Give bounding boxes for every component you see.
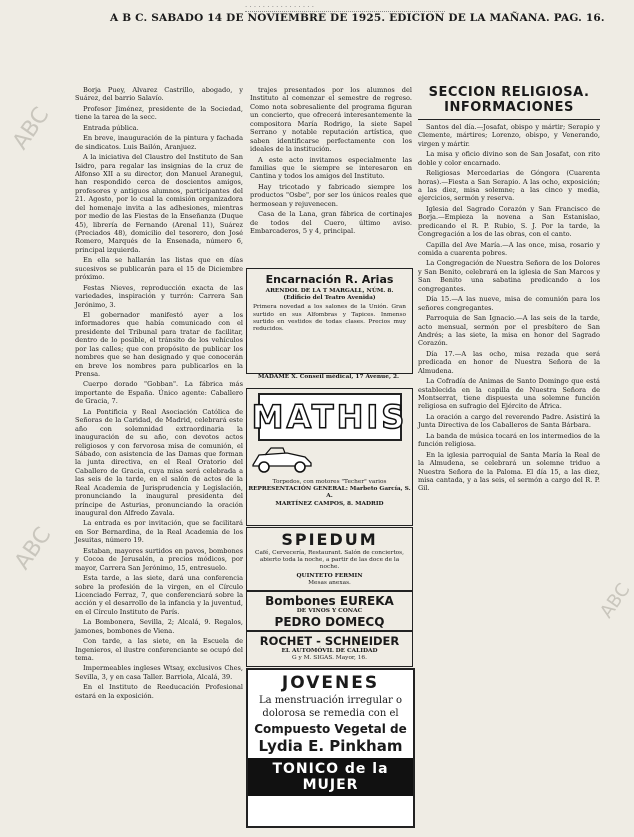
col1-paragraph: Borja Puey, Alvarez Castrillo, abogado, y Suárez, del barrio Salavío.	[75, 86, 243, 103]
col3-paragraph: La Cofradía de Animas de Santo Domingo que está establecida en la capilla de Nuestra Señora de Montserrat, tiene dispuesta una solemne función religiosa en sufragio del Ejército de África.	[418, 377, 600, 411]
ad-arias-title: Encarnación R. Arias	[265, 273, 394, 286]
ad-madame-text: MADAME X. Conseil médical, 17 Avenue, 2.	[257, 374, 400, 380]
col1-paragraph: En el Instituto de Reeducación Profesional estará en la exposición.	[75, 683, 243, 700]
ad-bombones	[246, 591, 413, 631]
col1-paragraph: Esta tarde, a las siete, dará una conferencia sobre la profesión de la virgen, en el Círculo Licenciado Ferraz, 7, que conferenciará sobre la acción y el desarrollo de la infancia y la juventud, en el Círculo Instituto de París.	[75, 574, 243, 616]
ad-spiedum	[246, 527, 413, 591]
col3-paragraph: Religiosas Mercedarias de Góngora (Cuarenta horas).—Fiesta a San Serapio. A las ocho, exposición; a las diez, misa solemne; a las cinco y media, ejercicios, sermón y reserva.	[418, 169, 600, 203]
col2-paragraph: Hay tricotado y fabricado siempre los productos "Osbe", por ser los únicos reales que hermosean y rejuvenecen.	[250, 182, 412, 208]
col1-paragraph: El gobernador manifestó ayer a los informadores que había comunicado con el presidente del Tribunal para tratar de facilitar, dentro de lo posible, el tránsito de los vehículos por las calles; que con propósito de publicar los nombres que se han designado y que conocerán en breve los nombres para publicarlos en la Prensa.	[75, 310, 243, 378]
section-title: SECCION RELIGIOSA. INFORMACIONES	[428, 85, 590, 115]
ad-rochet-foot: G y M. SIGAS. Mayor, 16.	[292, 655, 367, 662]
ad-madame	[246, 374, 411, 385]
header-top-strip: · · · · · · · · · · · · · · · ·	[245, 3, 445, 12]
column-right	[418, 86, 600, 495]
col3-paragraph: La Congregación de Nuestra Señora de los Dolores y San Benito, celebrará en la iglesia de San Marcos y San Benito una sabatina predicando a los congregantes.	[418, 259, 600, 293]
column-middle-text	[250, 86, 412, 261]
mathis-brand: MATHIS	[251, 398, 408, 436]
ad-bombones-name: PEDRO DOMECQ	[274, 615, 385, 630]
col1-paragraph: Festas Nieves, reproducción exacta de las variedades, inspiración y turrón: Carrera San Jerónimo, 3.	[75, 283, 243, 309]
col1-paragraph: Impermeables ingleses Wtsay, exclusivos Ches, Sevilla, 3, y en casa Taller. Barriola, Alcalá, 39.	[75, 664, 243, 681]
ad-jovenes-title: JOVENES	[281, 673, 380, 693]
page-header	[0, 0, 620, 30]
col3-paragraph: La oración a cargo del reverendo Padre. Asistirá la Junta Directiva de los Caballeros de Santa Bárbara.	[418, 412, 600, 430]
col2-paragraph: trajes presentados por los alumnos del Instituto al comenzar el semestre de regreso. Como nota sobresaliente del programa figuran un concierto, que ofrecerá interesantemente la compositora María Rodrigo, la siete Sapel Serrano y notable reputación artística, que saben identificarse perfectamente con los ideales de la institución.	[250, 86, 412, 154]
column-left	[75, 86, 243, 702]
ad-jovenes-foot: TONICO de la MUJER	[248, 758, 413, 796]
ad-arias-body: Primera novedad a los salones de la Unión. Gran surtido en sus Alfombras y Tapices. Inmenso surtido en vestidos de todas clases. Precios muy reducidos.	[253, 304, 406, 333]
col1-paragraph: La Bombonera, Sevilla, 2; Alcalá, 9. Regalos, jamones, bombones de Viena.	[75, 618, 243, 635]
ad-bombones-title: Bombones EUREKA	[265, 594, 394, 608]
ad-mathis	[246, 388, 413, 526]
col1-paragraph: En ella se hallarán las listas que en días sucesivos se publicarán para el 15 de Diciembre próximo.	[75, 256, 243, 282]
col1-paragraph: Cuerpo dorado "Gobban". La fábrica más importante de España. Único agente: Caballero de Gracia, 7.	[75, 380, 243, 406]
ad-mathis-sub2: REPRESENTACIÓN GENERAL: Marbeto García, S. A.	[248, 486, 411, 500]
col1-paragraph: Estaban, mayores surtidos en pavos, bombones y Cocoa de Jerusalén, a precios módicos, por mayor, Carrera San Jerónimo, 15, entresuelo.	[75, 546, 243, 572]
col1-paragraph: Con tarde, a las siete, en la Escuela de Ingenieros, el ilustre conferenciante se ocupó del tema.	[75, 637, 243, 662]
ad-spiedum-title: SPIEDUM	[281, 530, 378, 549]
col1-paragraph: A la iniciativa del Claustro del Instituto de San Isidro, para regalar las insignias de la cruz de Alfonso XII a su director, don Manuel Aranegui, han respondido cerca de doscientos amigos, profesores y antiguos alumnos, participantes del 21. Agosto, por lo cual la comisión organizadora del homenaje invita a las adhesiones, mientras por medio de las Fiestas de la Enseñanza (Duque 45), librería de Fernando (Arenal 11), Suárez (Preciados 48), domicilio del tesorero, don José Romero, Marqués de la Ensenada, número 6, principal izquierda.	[75, 153, 243, 254]
ad-jovenes-name: Lydia E. Pinkham	[258, 737, 403, 756]
ad-spiedum-foot: Mesas anexas.	[308, 579, 351, 586]
col2-paragraph: Casa de la Lana, gran fábrica de cortinajes de todos del Cuero, último aviso. Embarcaderos, 5 y 4, principal.	[250, 210, 412, 235]
col1-paragraph: Entrada pública.	[83, 123, 139, 132]
col3-paragraph: En la iglesia parroquial de Santa María la Real de la Almudena, se celebrará un solemne triduo a Nuestra Señora de la Paloma. El día 15, a las diez, misa cantada, y a las seis, el sermón a cargo del R. P. Gil.	[418, 450, 600, 493]
watermark-right: ABC	[596, 579, 634, 623]
ad-rochet	[246, 631, 413, 667]
col3-paragraph: Iglesia del Sagrado Corazón y San Francisco de Borja.—Empieza la novena a San Estanislao, predicando el R. P. Rubio, S. J. Por la tarde, la Congregación a los de las obras, con el canto.	[418, 204, 600, 239]
col1-paragraph: Profesor Jiménez, presidente de la Sociedad, tiene la tarea de la secc.	[75, 104, 243, 122]
col3-paragraph: Día 15.—A las nueve, misa de comunión para los señores congregantes.	[418, 295, 600, 312]
ad-spiedum-body: Café, Cervecería, Restaurant. Salón de conciertos, abierto toda la noche, a partir de las doce de la noche.	[255, 550, 404, 571]
col3-paragraph: Capilla del Ave María.—A las once, misa, rosario y comida a cuarenta pobres.	[418, 240, 600, 257]
ad-spiedum-extra: QUINTETO FERMIN	[296, 572, 363, 579]
watermark-top: ABC	[8, 103, 55, 155]
col1-paragraph: En breve, inauguración de la pintura y fachada de sindicatos. Luis Bailón, Aranjuez.	[75, 134, 243, 151]
watermark-bottom: ABC	[10, 523, 57, 575]
ad-jovenes-body: La menstruación irregular o dolorosa se remedia con el	[258, 695, 403, 719]
col3-paragraph: La misa y oficio divino son de San Josafat, con rito doble y color encarnado.	[418, 150, 600, 167]
section-divider	[418, 119, 600, 120]
ad-arias-sub: ARENDOL DE LA T MARGALL, NÚM. 8. (Edificio del Teatro Avenida)	[265, 288, 394, 302]
col1-paragraph: La entrada es por invitación, que se facilitará en Sor Bernardina, de la Real Academia de los Jesuitas, número 19.	[75, 519, 243, 545]
ad-rochet-title: ROCHET - SCHNEIDER	[259, 634, 400, 648]
col3-paragraph: Santos del día.—Josafat, obispo y mártir; Serapio y Clemente, mártires; Lorenzo, obispo, y Venerando, virgen y mártir.	[418, 122, 600, 148]
col3-paragraph: La banda de música tocará en los intermedios de la función religiosa.	[418, 431, 600, 449]
header-dateline: A B C. SABADO 14 DE NOVIEMBRE DE 1925. EDICION DE LA MAÑANA. PAG. 16.	[110, 12, 605, 24]
mathis-logo	[251, 393, 408, 441]
col1-paragraph: La Pontificia y Real Asociación Católica de Señoras de la Caridad, de Madrid, celebrará este año con solemnidad extraordinaria la inauguración de su año, con devotos actos religiosos y con fervorosa misa de comunión, el Sábado, con asistencia de las Damas que forman la junta directiva, en el Real Oratorio del Caballero de Gracia, cuya misa será celebrada a las seis de la tarde, en el salón de actos de la Real Academia de Jurisprudencia y Legislación, pronunciando la inaugural presidenta del príncipe de Asturias, pronunciando la oración inaugural don Alfredo Zavala.	[75, 407, 243, 517]
ad-jovenes	[246, 668, 415, 828]
col3-paragraph: Día 17.—A las ocho, misa rezada que será predicada en honor de Nuestra Señora de la Almudena.	[418, 349, 600, 375]
ad-rochet-sub: EL AUTOMÓVIL DE CALIDAD	[281, 648, 378, 654]
ad-mathis-addr: MARTÍNEZ CAMPOS, 8. MADRID	[275, 500, 384, 507]
ad-jovenes-product: Compuesto Vegetal de	[254, 722, 407, 736]
car-illustration	[247, 445, 317, 473]
ad-bombones-sub: DE VINOS Y CONAC	[296, 608, 363, 614]
ad-mathis-sub1: Torpedos, con motores "Techer" varios	[272, 479, 387, 485]
ad-arias	[246, 268, 413, 374]
col3-paragraph: Parroquia de San Ignacio.—A las seis de la tarde, acto mensual, sermón por el presbítero de San Andrés; a las siete, la misa en honor del Sagrado Corazón.	[418, 314, 600, 348]
col2-paragraph: A este acto invitamos especialmente las familias que le siempre se interesaron en Cantina y todos los amigos del Instituto.	[250, 155, 412, 181]
